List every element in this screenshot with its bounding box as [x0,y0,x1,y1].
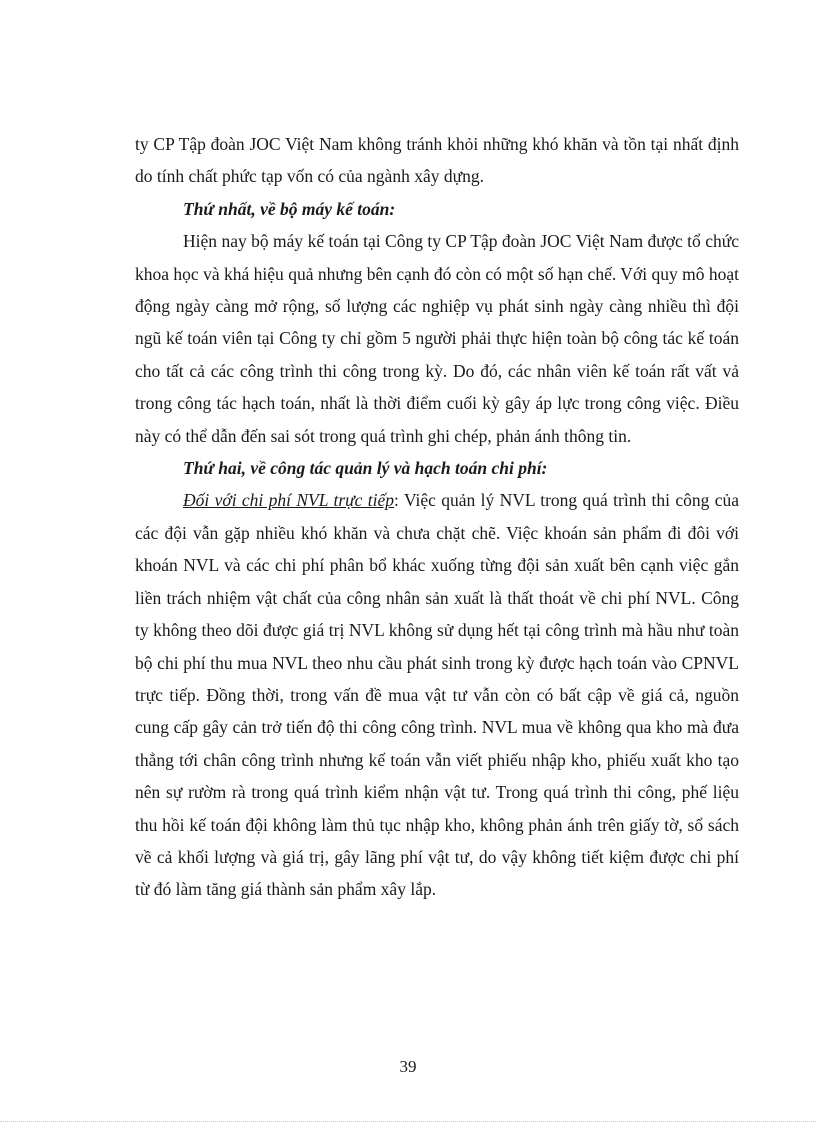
bottom-divider [0,1121,816,1122]
direct-material-cost-text: : Việc quản lý NVL trong quá trình thi công của các đội vẫn gặp nhiều khó khăn và chưa chặt chẽ. Việc khoán sản phẩm đi đôi với khoán NVL và các chi phí phân bổ khác xuống từng đội sản xuất bên cạnh việc gắn liền trách nhiệm vật chất của công nhân sản xuất là thất thoát về chi phí NVL. Công ty không theo dõi được giá trị NVL không sử dụng hết tại công trình mà hầu như toàn bộ chi phí thu mua NVL theo nhu cầu phát sinh trong kỳ được hạch toán vào CPNVL trực tiếp. Đồng thời, trong vấn đề mua vật tư vẫn còn có bất cập về giá cả, nguồn cung cấp gây cản trở tiến độ thi công công trình. NVL mua về không qua kho mà đưa thẳng tới chân công trình nhưng kế toán vẫn viết phiếu nhập kho, phiếu xuất kho tạo nên sự rườm rà trong quá trình kiểm nhận vật tư. Trong quá trình thi công, phế liệu thu hồi kế toán đội không làm thủ tục nhập kho, không phản ánh trên giấy tờ, sổ sách về cả khối lượng và giá trị, gây lãng phí vật tư, do vậy không tiết kiệm được chi phí từ đó làm tăng giá thành sản phẩm xây lắp. [135,490,740,900]
heading-cost-management: Thứ hai, về công tác quản lý và hạch toán chi phí: [183,458,548,479]
paragraph-direct-material-cost [135,484,739,905]
paragraph-continuation: ty CP Tập đoàn JOC Việt Nam không tránh khỏi những khó khăn và tồn tại nhất định do tính chất phức tạp vốn có của ngành xây dựng. [135,134,739,187]
page-number: 39 [399,1057,417,1076]
direct-material-cost-label: Đối với chi phí NVL trực tiếp [183,490,395,511]
paragraph-accounting-apparatus: Hiện nay bộ máy kế toán tại Công ty CP Tập đoàn JOC Việt Nam được tổ chức khoa học và khá hiệu quả nhưng bên cạnh đó còn có một số hạn chế. Với quy mô hoạt động ngày càng mở rộng, số lượng các nghiệp vụ phát sinh ngày càng nhiều thì đội ngũ kế toán viên tại Công ty chỉ gồm 5 người phải thực hiện toàn bộ công tác kế toán cho tất cả các công trình thi công trong kỳ. Do đó, các nhân viên kế toán rất vất vả trong công tác hạch toán, nhất là thời điểm cuối kỳ gây áp lực trong công việc. Điều này có thể dẫn đến sai sót trong quá trình ghi chép, phản ánh thông tin. [135,231,739,446]
heading-accounting-apparatus: Thứ nhất, về bộ máy kế toán: [183,198,396,219]
body-text [135,128,739,906]
